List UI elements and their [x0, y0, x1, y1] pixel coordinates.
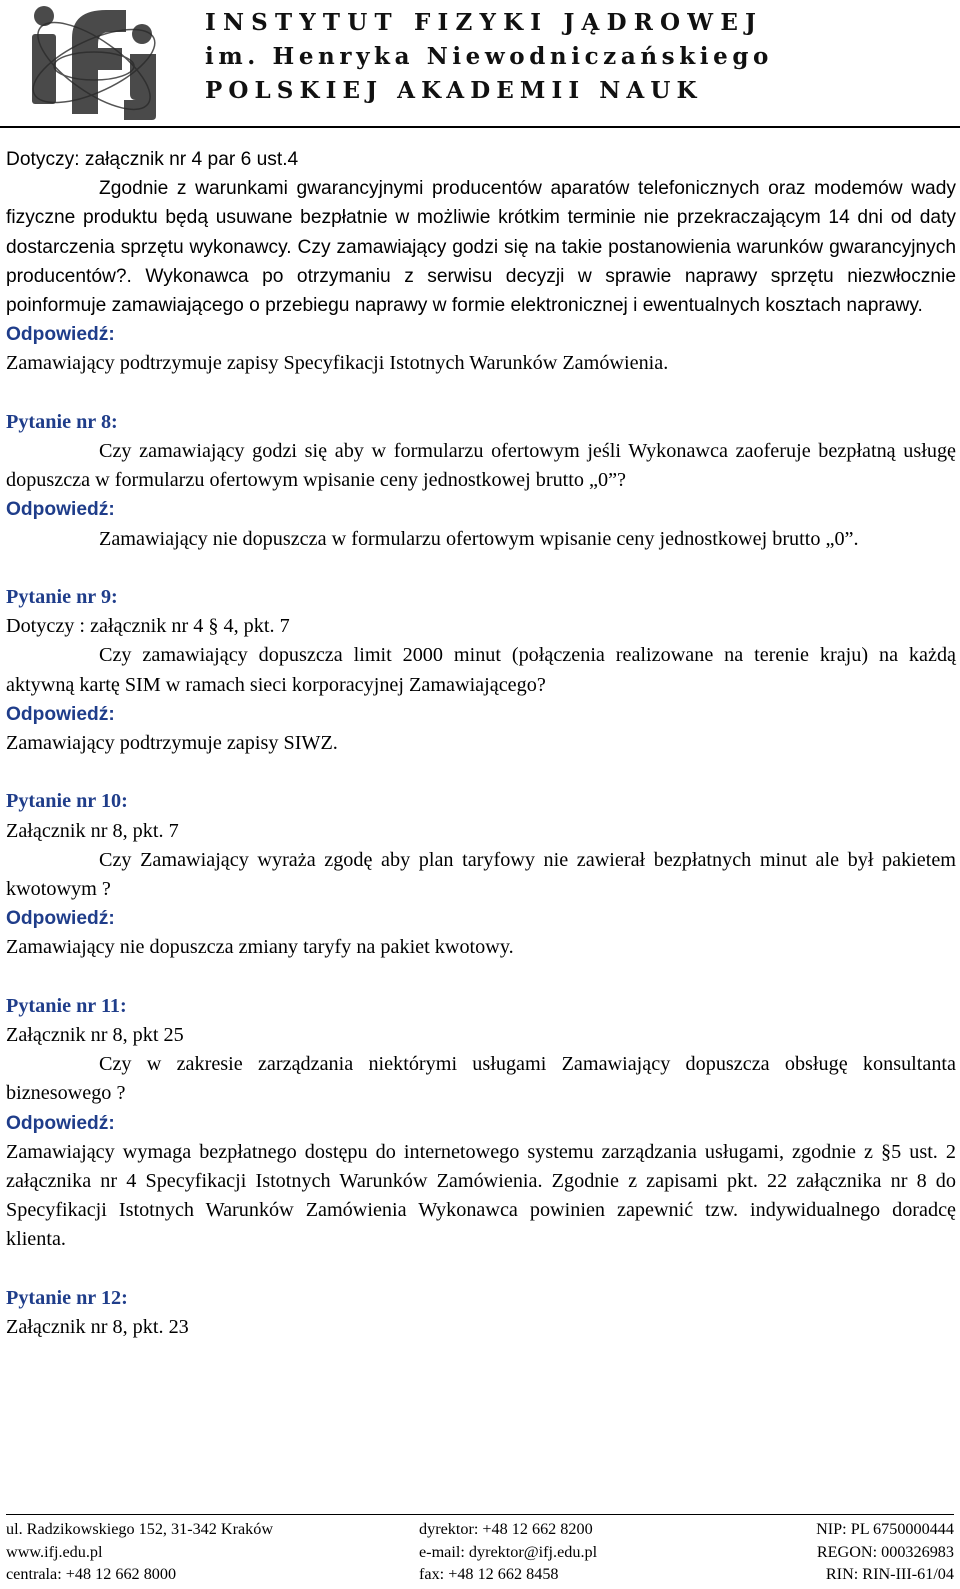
question-11-label: Pytanie nr 11:	[6, 994, 127, 1017]
question-10-label: Pytanie nr 10:	[6, 790, 128, 813]
question-8-text: Czy zamawiający godzi się aby w formularzu ofertowym jeśli Wykonawca zaoferuje bezpłatną usługę dopuszcza w formularzu ofertowym wpisanie ceny jednostkowej brutto „0”?	[6, 440, 956, 492]
footer-phone: centrala: +48 12 662 8000	[6, 1565, 177, 1583]
reference-line: Dotyczy: załącznik nr 4 par 6 ust.4	[6, 149, 299, 170]
institute-line-3: POLSKIEJ AKADEMII NAUK	[205, 77, 703, 104]
document-body	[6, 145, 956, 1342]
spacer	[6, 554, 956, 583]
question-7-text: Zgodnie z warunkami gwarancyjnymi producentów aparatów telefonicznych oraz modemów wady fizyczne produktu będą usuwane bezpłatnie w możliwie krótkim terminie nie przekraczającym 14 dni od daty dostarczenia sprzętu wykonawcy. Czy zamawiający godzi się na takie postanowienia warunków gwarancyjnych producentów?. Wykonawca po otrzymaniu z serwisu decyzji w sprawie naprawy sprzętu niezwłocznie poinformuje zamawiającego o przebiegu naprawy w formie elektronicznej i ewentualnych kosztach naprawy.	[6, 178, 956, 317]
footer-fax: fax: +48 12 662 8458	[419, 1565, 559, 1583]
answer-label: Odpowiedź:	[6, 908, 115, 930]
footer-director-phone: dyrektor: +48 12 662 8200	[419, 1520, 593, 1538]
spacer	[6, 1255, 956, 1284]
answer-8-text: Zamawiający nie dopuszcza w formularzu ofertowym wpisanie ceny jednostkowej brutto „0”.	[99, 527, 859, 550]
letterhead	[0, 0, 960, 127]
footer-divider	[6, 1514, 954, 1515]
footer-ids-column	[796, 1518, 954, 1586]
footer-rin: RIN: RIN-III-61/04	[825, 1565, 954, 1583]
spacer	[6, 758, 956, 787]
footer-website[interactable]: www.ifj.edu.pl	[6, 1542, 103, 1561]
answer-label: Odpowiedź:	[6, 1112, 115, 1134]
answer-11-text: Zamawiający wymaga bezpłatnego dostępu do internetowego systemu zarządzania usługami, zgodnie z §5 ust. 2 załącznika nr 4 Specyfikacji Istotnych Warunków Zamówienia. Zgodnie z zapisami pkt. 22 załącznika nr 8 do Specyfikacji Istotnych Warunków Zamówienia Wykonawca powinien zapewnić tzw. indywidualnego doradcę klienta.	[6, 1140, 956, 1251]
footer-address: ul. Radzikowskiego 152, 31-342 Kraków	[6, 1520, 274, 1538]
ifj-logo	[14, 4, 174, 120]
answer-9-text: Zamawiający podtrzymuje zapisy SIWZ.	[6, 732, 338, 755]
question-9-text: Czy zamawiający dopuszcza limit 2000 minut (połączenia realizowane na terenie kraju) na każdą aktywną kartę SIM w ramach sieci korporacyjnej Zamawiającego?	[6, 644, 956, 696]
question-12-reference: Załącznik nr 8, pkt. 23	[6, 1316, 189, 1339]
question-9-label: Pytanie nr 9:	[6, 586, 118, 609]
header-divider	[0, 126, 960, 128]
answer-label: Odpowiedź:	[6, 703, 115, 725]
footer-regon: REGON: 000326983	[816, 1542, 954, 1561]
question-10-reference: Załącznik nr 8, pkt. 7	[6, 819, 179, 842]
answer-10-text: Zamawiający nie dopuszcza zmiany taryfy na pakiet kwotowy.	[6, 936, 514, 959]
question-8-label: Pytanie nr 8:	[6, 410, 118, 433]
footer-email[interactable]: e-mail: dyrektor@ifj.edu.pl	[419, 1542, 598, 1561]
spacer	[6, 379, 956, 408]
question-12-label: Pytanie nr 12:	[6, 1286, 128, 1309]
spacer	[6, 963, 956, 992]
question-11-text: Czy w zakresie zarządzania niektórymi usługami Zamawiający dopuszcza obsługę konsultanta biznesowego ?	[6, 1053, 956, 1105]
footer-nip: NIP: PL 6750000444	[816, 1520, 954, 1538]
question-11-reference: Załącznik nr 8, pkt 25	[6, 1024, 184, 1047]
institute-name	[205, 6, 955, 108]
answer-label: Odpowiedź:	[6, 499, 115, 521]
question-10-text: Czy Zamawiający wyraża zgodę aby plan taryfowy nie zawierał bezpłatnych minut ale był pakietem kwotowym ?	[6, 848, 956, 901]
footer-address-column	[6, 1518, 273, 1586]
institute-line-2: im. Henryka Niewodniczańskiego	[205, 43, 773, 70]
footer-contact-column	[419, 1518, 597, 1586]
answer-label: Odpowiedź:	[6, 324, 115, 346]
answer-7-text: Zamawiający podtrzymuje zapisy Specyfikacji Istotnych Warunków Zamówienia.	[6, 352, 669, 375]
institute-line-1: INSTYTUT FIZYKI JĄDROWEJ	[205, 9, 764, 36]
question-9-reference: Dotyczy : załącznik nr 4 § 4, pkt. 7	[6, 615, 290, 638]
